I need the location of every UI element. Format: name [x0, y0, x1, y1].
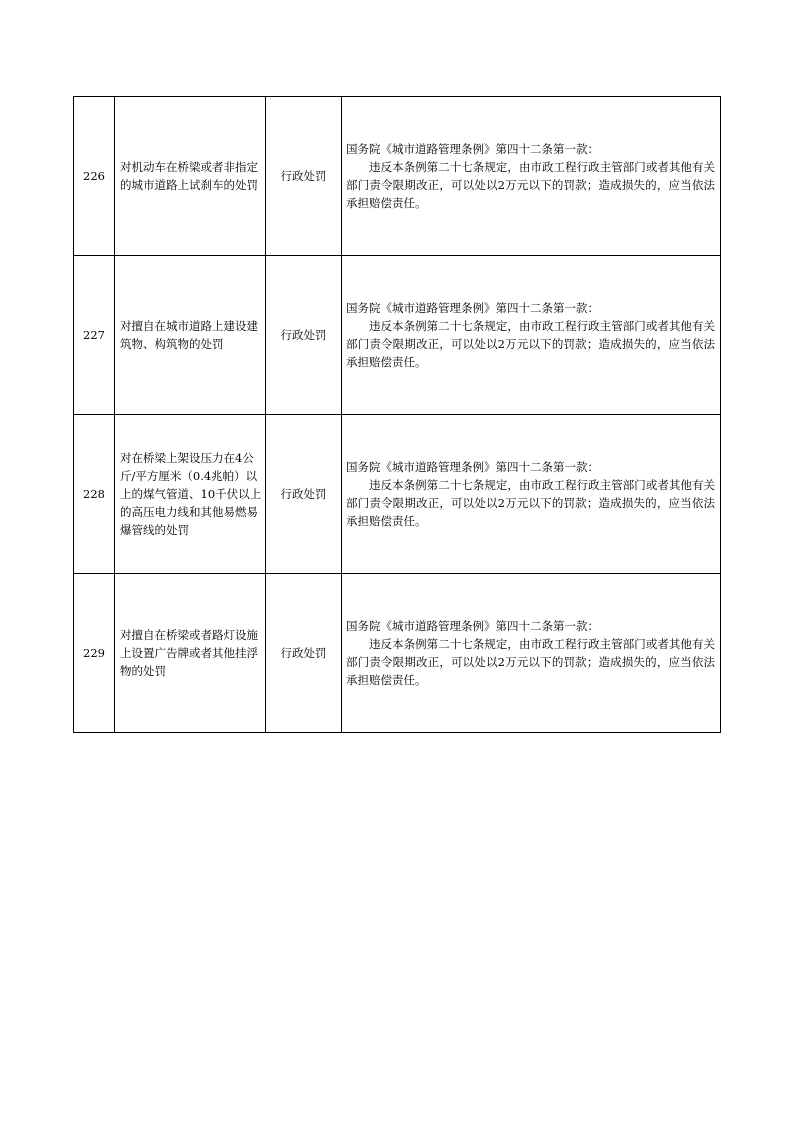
- table-row: [74, 256, 721, 415]
- legal-basis-title: 国务院《城市道路管理条例》第四十二条第一款：: [346, 301, 599, 315]
- legal-basis-title: 国务院《城市道路管理条例》第四十二条第一款：: [346, 460, 599, 474]
- item-name-cell: [115, 415, 266, 574]
- row-number-cell: [74, 256, 115, 415]
- legal-basis-body: 违反本条例第二十七条规定，由市政工程行政主管部门或者其他有关部门责令限期改正，可以处以2万元以下的罚款；造成损失的，应当依法承担赔偿责任。: [346, 637, 715, 687]
- legal-basis-cell: [342, 97, 721, 256]
- row-number-cell: [74, 415, 115, 574]
- item-name: 对在桥梁上架设压力在4公斤/平方厘米（0.4兆帕）以上的煤气管道、10千伏以上的高压电力线和其他易燃易爆管线的处罚: [120, 451, 262, 537]
- power-type: 行政处罚: [280, 169, 327, 183]
- row-number: 226: [83, 169, 105, 183]
- legal-basis-title: 国务院《城市道路管理条例》第四十二条第一款：: [346, 142, 599, 156]
- legal-basis-title: 国务院《城市道路管理条例》第四十二条第一款：: [346, 619, 599, 633]
- penalty-table: [73, 96, 721, 733]
- power-type-cell: [266, 256, 342, 415]
- legal-basis: [342, 140, 720, 212]
- power-type-cell: [266, 97, 342, 256]
- legal-basis: [342, 299, 720, 371]
- legal-basis-body: 违反本条例第二十七条规定，由市政工程行政主管部门或者其他有关部门责令限期改正，可以处以2万元以下的罚款；造成损失的，应当依法承担赔偿责任。: [346, 319, 715, 369]
- item-name-cell: [115, 256, 266, 415]
- item-name-cell: [115, 574, 266, 733]
- power-type-cell: [266, 415, 342, 574]
- table-row: [74, 574, 721, 733]
- legal-basis-body: 违反本条例第二十七条规定，由市政工程行政主管部门或者其他有关部门责令限期改正，可以处以2万元以下的罚款；造成损失的，应当依法承担赔偿责任。: [346, 478, 715, 528]
- item-name: 对机动车在桥梁或者非指定的城市道路上试刹车的处罚: [120, 160, 258, 192]
- legal-basis-body: 违反本条例第二十七条规定，由市政工程行政主管部门或者其他有关部门责令限期改正，可以处以2万元以下的罚款；造成损失的，应当依法承担赔偿责任。: [346, 160, 715, 210]
- row-number: 229: [83, 646, 105, 660]
- item-name: 对擅自在城市道路上建设建筑物、构筑物的处罚: [120, 319, 258, 351]
- item-name: 对擅自在桥梁或者路灯设施上设置广告牌或者其他挂浮物的处罚: [120, 628, 258, 678]
- legal-basis-cell: [342, 574, 721, 733]
- power-type: 行政处罚: [280, 487, 327, 501]
- legal-basis: [342, 617, 720, 689]
- row-number-cell: [74, 97, 115, 256]
- legal-basis-cell: [342, 415, 721, 574]
- row-number: 227: [83, 328, 105, 342]
- power-type: 行政处罚: [280, 328, 327, 342]
- table-row: [74, 97, 721, 256]
- table-row: [74, 415, 721, 574]
- power-type-cell: [266, 574, 342, 733]
- legal-basis-cell: [342, 256, 721, 415]
- row-number: 228: [83, 487, 105, 501]
- item-name-cell: [115, 97, 266, 256]
- power-type: 行政处罚: [280, 646, 327, 660]
- row-number-cell: [74, 574, 115, 733]
- legal-basis: [342, 458, 720, 530]
